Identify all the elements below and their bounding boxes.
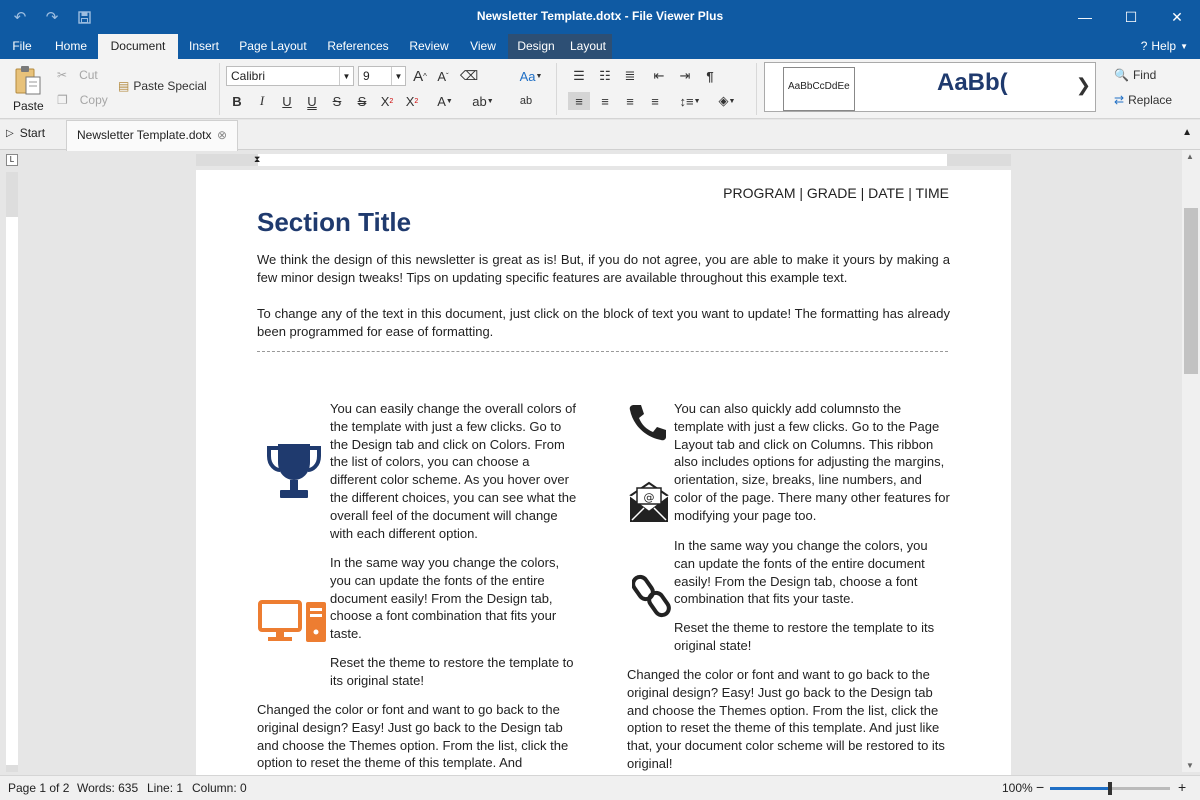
paste-label: Paste — [13, 99, 44, 113]
line-spacing-icon[interactable]: ↕≡ ▼ — [679, 93, 701, 109]
font-size-select[interactable] — [358, 66, 406, 86]
tab-view[interactable]: View — [470, 39, 496, 53]
close-tab-icon[interactable]: ⊗ — [216, 128, 227, 142]
trophy-icon — [266, 440, 322, 504]
title-bar — [0, 0, 1200, 34]
page-indicator: Page 1 of 2 — [8, 781, 70, 795]
tab-document[interactable]: Document — [98, 34, 178, 59]
style-normal[interactable] — [783, 67, 855, 111]
help-icon: ? — [1140, 39, 1148, 53]
find-label: Find — [1132, 68, 1157, 82]
left-col-block1: You can easily change the overall colors of the template with just a few clicks. Go to the Design tab and click on Colors. From the list of colors, you can choose a different color scheme. As you hover over the different choices, you can see what the overall feel of the document will change with each different option. — [330, 401, 577, 541]
tab-references[interactable]: References — [327, 39, 389, 53]
style-heading-preview: AaBb( — [937, 69, 1008, 96]
chevron-up-icon[interactable]: ▲ — [1182, 127, 1192, 138]
chevron-down-icon: ▼ — [1180, 42, 1188, 51]
numbering-icon[interactable]: ☷ — [599, 68, 611, 83]
link-icon — [632, 574, 672, 618]
tab-review[interactable]: Review — [409, 39, 449, 53]
vertical-scrollbar[interactable] — [1182, 150, 1200, 772]
right-col-block1: You can also quickly add columnsto the template with just a few clicks. Go to the Page Layout tab and click on Columns. This ribbon also includes options for adjusting the margins, orientation, size, breaks, line numbers, and color of the page. There many other features for modifying your page too. — [674, 401, 950, 523]
section-title: Section Title — [257, 207, 412, 237]
right-col-block4: Changed the color or font and want to go back to the original design? Easy! Just go back to the Design tab and choose the Themes option. From the list, click the option to reset the theme of this template. And just like that, your document color scheme will be restored to its original! — [627, 667, 945, 771]
menu-bar — [0, 34, 1200, 59]
start-tab[interactable] — [6, 126, 45, 140]
copy-button[interactable] — [57, 93, 108, 107]
paste-button[interactable] — [8, 63, 48, 115]
replace-label: Replace — [1128, 93, 1173, 107]
increase-indent-icon[interactable]: ⇥ — [679, 68, 691, 83]
cut-label: Cut — [79, 68, 98, 82]
double-strikethrough-icon[interactable]: S — [357, 93, 367, 109]
paste-special-icon: ▤ — [118, 79, 130, 93]
right-col-block2: In the same way you change the colors, you can update the fonts of the entire document easily! From the Design tab, choose a font combination that fits your taste. — [674, 538, 928, 607]
copy-label: Copy — [79, 93, 108, 107]
close-button[interactable]: ✕ — [1171, 8, 1183, 25]
left-col-block2: In the same way you change the colors, you can update the fonts of the entire document easily! From the Design tab, choose a font combination that fits your taste. — [330, 555, 560, 642]
shrink-font-icon[interactable]: A ˇ — [437, 68, 449, 84]
phone-icon — [628, 402, 668, 442]
double-underline-icon[interactable]: U — [307, 93, 317, 109]
align-right-icon[interactable]: ≡ — [626, 93, 634, 109]
find-button[interactable] — [1114, 68, 1156, 82]
scroll-down-arrow[interactable]: ▼ — [1186, 761, 1194, 770]
paste-special-label: Paste Special — [133, 79, 207, 93]
tab-layout[interactable]: Layout — [564, 34, 612, 59]
scissors-icon: ✂ — [57, 68, 68, 82]
document-tab-bar — [0, 120, 1200, 150]
play-icon: ▷ — [6, 127, 14, 139]
right-col-block3: Reset the theme to restore the template to its original state! — [674, 620, 935, 653]
scroll-up-arrow[interactable]: ▲ — [1186, 152, 1194, 161]
superscript-icon[interactable]: X 2 — [380, 93, 394, 109]
italic-icon[interactable]: I — [259, 93, 265, 108]
dashed-divider — [257, 351, 948, 352]
clipboard-icon — [13, 65, 43, 97]
document-page[interactable] — [196, 170, 1011, 775]
tab-home[interactable]: Home — [54, 39, 87, 53]
clear-formatting-icon[interactable]: ab — [519, 95, 533, 107]
align-left-icon[interactable]: ≡ — [568, 92, 590, 110]
svg-text:@: @ — [643, 491, 655, 504]
status-bar — [0, 775, 1200, 800]
paste-special-button[interactable] — [118, 79, 207, 93]
clear-format-icon[interactable]: ⌫ — [459, 68, 479, 83]
header-text: PROGRAM | GRADE | DATE | TIME — [723, 185, 949, 201]
left-col-block4: Changed the color or font and want to go back to the original design? Easy! Just go back to the Design tab and choose the Themes option. From the list, click the option to reset the theme of this template. And — [257, 702, 569, 771]
style-normal-preview: AaBbCcDdEe — [788, 81, 850, 92]
shading-icon[interactable]: ◈ ▼ — [718, 93, 736, 108]
file-tab-label: Newsletter Template.dotx — [77, 128, 212, 142]
styles-gallery[interactable] — [764, 62, 1096, 112]
multilevel-list-icon[interactable]: ≣ — [624, 68, 636, 83]
zoom-slider-fill — [1050, 787, 1110, 790]
zoom-out-button[interactable]: − — [1036, 779, 1045, 795]
scrollbar-thumb[interactable] — [1184, 208, 1198, 374]
zoom-slider[interactable] — [1050, 787, 1170, 790]
chevron-down-icon: ▼ — [391, 67, 405, 85]
replace-button[interactable] — [1114, 93, 1172, 107]
pilcrow-icon[interactable]: ¶ — [706, 68, 714, 84]
undo-icon[interactable]: ↶ — [13, 9, 27, 26]
column-indicator: Column: 0 — [192, 781, 247, 795]
zoom-in-button[interactable]: + — [1178, 779, 1187, 795]
strikethrough-icon[interactable]: S — [332, 93, 342, 109]
left-col-block3: Reset the theme to restore the template to its original state! — [330, 655, 574, 688]
tab-insert[interactable]: Insert — [188, 39, 219, 53]
change-case-icon[interactable]: Aa ▼ — [519, 68, 543, 84]
replace-icon: ⇄ — [1114, 93, 1125, 107]
email-icon — [628, 480, 670, 524]
horizontal-ruler[interactable]: ⧗ — [196, 154, 1011, 166]
zoom-slider-thumb[interactable] — [1108, 782, 1112, 795]
window-controls — [1062, 0, 1200, 34]
highlight-icon[interactable]: ab ▼ — [472, 93, 494, 109]
font-name-value: Calibri — [231, 69, 266, 83]
tab-design[interactable]: Design — [508, 34, 564, 59]
file-tab[interactable] — [66, 120, 238, 151]
cut-button[interactable] — [57, 68, 98, 82]
ruler-corner: L — [6, 154, 18, 166]
start-tab-label: Start — [19, 126, 46, 140]
find-icon: 🔍 — [1114, 68, 1129, 82]
align-center-icon[interactable]: ≡ — [601, 93, 609, 109]
style-heading[interactable] — [861, 67, 1081, 111]
tab-page-layout[interactable]: Page Layout — [239, 39, 307, 53]
bullets-icon[interactable]: ☰ — [573, 68, 585, 83]
justify-icon[interactable]: ≡ — [651, 93, 659, 109]
chevron-down-icon: ▼ — [339, 67, 353, 85]
line-indicator: Line: 1 — [147, 781, 184, 795]
redo-icon[interactable]: ↷ — [45, 9, 59, 26]
underline-icon[interactable]: U — [282, 93, 292, 109]
decrease-indent-icon[interactable]: ⇤ — [653, 68, 665, 83]
intro-paragraph-2: To change any of the text in this document, just click on the block of text you want to update! The formatting has already been programmed for ease of formatting. — [257, 306, 950, 339]
font-name-select[interactable] — [226, 66, 354, 86]
computer-icon — [258, 600, 328, 644]
intro-paragraph: We think the design of this newsletter is great as is! But, if you do not agree, you are able to make it yours by making a few minor design tweaks! Tips on updating specific features are available throughout this example text. — [257, 252, 950, 285]
vertical-ruler[interactable] — [6, 172, 18, 772]
zoom-level: 100% — [1002, 781, 1033, 795]
minimize-button[interactable]: — — [1078, 9, 1092, 25]
copy-icon: ❐ — [57, 93, 68, 107]
window-title: Newsletter Template.dotx - File Viewer Plus — [476, 9, 724, 23]
grow-font-icon[interactable]: A ^ — [413, 67, 427, 85]
maximize-button[interactable]: ☐ — [1124, 8, 1138, 25]
gallery-scroll-right[interactable]: ❯ — [1075, 75, 1091, 95]
tab-file[interactable]: File — [12, 39, 32, 53]
font-size-value: 9 — [363, 69, 370, 83]
subscript-icon[interactable]: X 2 — [405, 93, 419, 109]
font-color-icon[interactable]: A ▼ — [437, 93, 453, 109]
word-count: Words: 635 — [77, 781, 139, 795]
help-label: Help — [1151, 39, 1177, 53]
help-menu[interactable] — [1141, 39, 1188, 53]
bold-icon[interactable]: B — [232, 93, 242, 109]
